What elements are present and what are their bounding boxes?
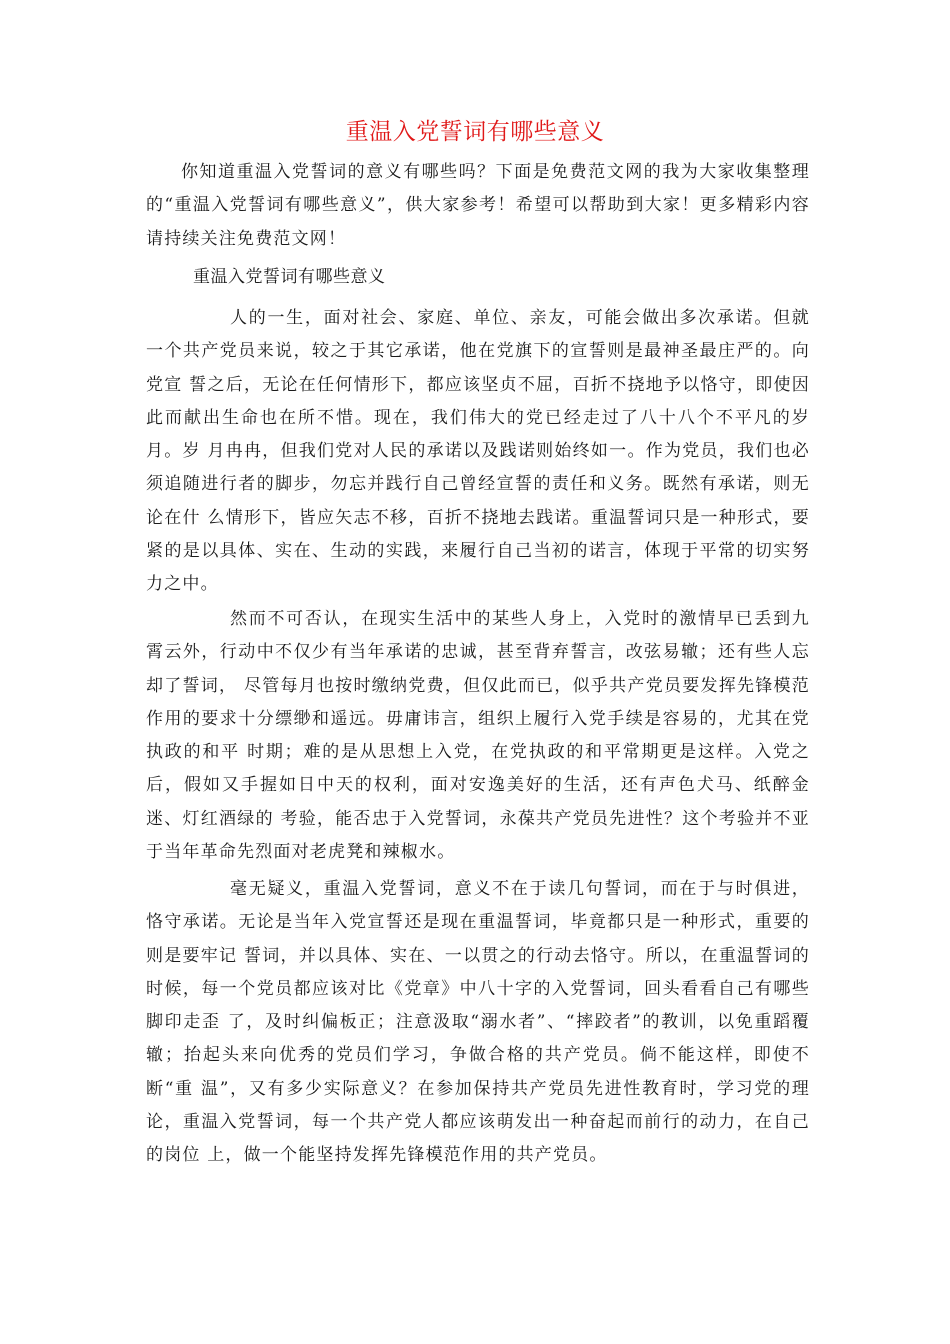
section-subheading: 重温入党誓词有哪些意义 [193, 267, 386, 287]
body-paragraph-3: 毫无疑义，重温入党誓词，意义不在于读几句誓词，而在于与时俱进，恪守承诺。无论是当年入党宣誓还是现在重温誓词，毕竟都只是一种形式，重要的则是要牢记 誓词，并以具体、实在、一以贯之的行动去恪守。所以，在重温誓词的时候，每一个党员都应该对比《党章》中八十字的入党誓词，回头看看自己有哪些脚印走歪 了，及时纠偏板正；注意汲取“溺水者”、“摔跤者”的教训，以免重蹈覆辙；抬起头来向优秀的党员们学习，争做合格的共产党员。倘不能这样，即使不断“重 温”，又有多少实际意义？在参加保持共产党员先进性教育时，学习党的理论，重温入党誓词，每一个共产党人都应该萌发出一种奋起而前行的动力，在自己的岗位 上，做一个能坚持发挥先锋模范作用的共产党员。 [146, 879, 810, 1166]
body-paragraph-2: 然而不可否认，在现实生活中的某些人身上，入党时的激情早已丢到九霄云外，行动中不仅少有当年承诺的忠诚，甚至背弃誓言，改弦易辙；还有些人忘却了誓词， 尽管每月也按时缴纳党费，但仅此而已，似乎共产党员要发挥先锋模范作用的要求十分缥缈和遥远。毋庸讳言，组织上履行入党手续是容易的，尤其在党执政的和平 时期；难的是从思想上入党，在党执政的和平常期更是这样。入党之后，假如又手握如日中天的权利，面对安逸美好的生活，还有声色犬马、纸醉金迷、灯红酒绿的 考验，能否忠于入党誓词，永葆共产党员先进性？这个考验并不亚于当年革命先烈面对老虎凳和辣椒水。 [146, 609, 810, 863]
body-paragraph-1: 人的一生，面对社会、家庭、单位、亲友，可能会做出多次承诺。但就一个共产党员来说，较之于其它承诺，他在党旗下的宣誓则是最神圣最庄严的。向党宣 誓之后，无论在任何情形下，都应该坚贞不屈，百折不挠地予以恪守，即使因此而献出生命也在所不惜。现在，我们伟大的党已经走过了八十八个不平凡的岁月。岁 月冉冉，但我们党对人民的承诺以及践诺则始终如一。作为党员，我们也必须追随进行者的脚步，勿忘并践行自己曾经宣誓的责任和义务。既然有承诺，则无论在什 么情形下，皆应矢志不移，百折不挠地去践诺。重温誓词只是一种形式，要紧的是以具体、实在、生动的实践，来履行自己当初的诺言，体现于平常的切实努力之中。 [146, 308, 810, 595]
document-title: 重温入党誓词有哪些意义 [345, 119, 605, 145]
intro-paragraph: 你知道重温入党誓词的意义有哪些吗？下面是免费范文网的我为大家收集整理的“重温入党誓词有哪些意义”，供大家参考！希望可以帮助到大家！更多精彩内容请持续关注免费范文网！ [146, 162, 810, 249]
